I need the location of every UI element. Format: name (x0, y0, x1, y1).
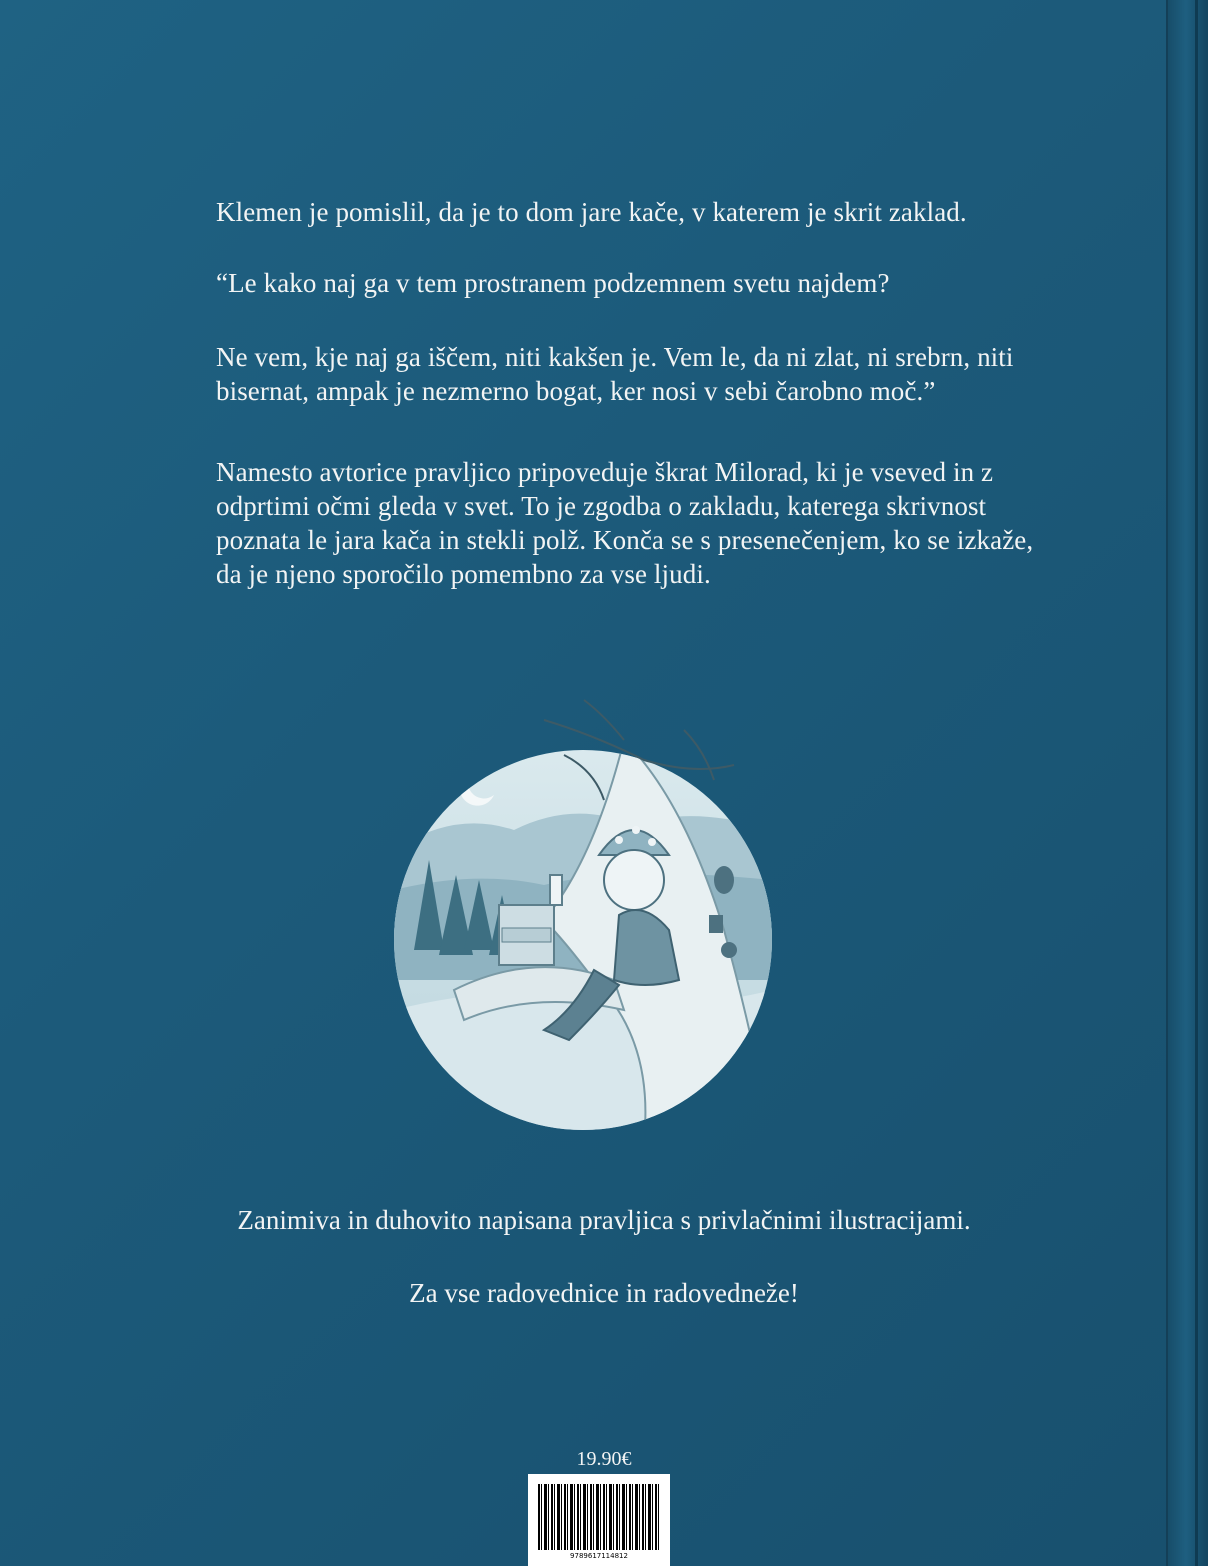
tagline: Zanimiva in duhovito napisana pravljica s privlačnimi ilustracijami. (237, 1205, 971, 1235)
book-spine-edge (1166, 0, 1208, 1566)
price-label: 19.90€ (576, 1448, 632, 1470)
spine-groove (1195, 0, 1198, 1566)
audience-line: Za vse radovednice in radovedneže! (409, 1278, 799, 1308)
barcode-icon (528, 1474, 670, 1566)
isbn-number: 9789617114812 (570, 1552, 628, 1560)
gnome-sleeping-under-tree-illustration (394, 680, 772, 1132)
barcode-bars (538, 1484, 660, 1550)
description-paragraph-3: Ne vem, kje naj ga iščem, niti kakšen je. Vem le, da ni zlat, ni srebrn, niti bisernat, ampak je nezmerno bogat, ker nosi v sebi čarobno moč.” (216, 342, 1014, 406)
description-paragraph-4: Namesto avtorice pravljico pripoveduje škrat Milorad, ki je vseved in z odprtimi očmi gleda v svet. To je zgodba o zakladu, katerega skrivnost poznata le jara kača in stekli polž. Konča se s presenečenjem, ko se izkaže, da je njeno sporočilo pomembno za vse ljudi. (216, 457, 1034, 589)
description-paragraph-1: Klemen je pomislil, da je to dom jare kače, v katerem je skrit zaklad. (216, 197, 967, 227)
description-paragraph-2: “Le kako naj ga v tem prostranem podzemnem svetu najdem? (216, 268, 890, 298)
